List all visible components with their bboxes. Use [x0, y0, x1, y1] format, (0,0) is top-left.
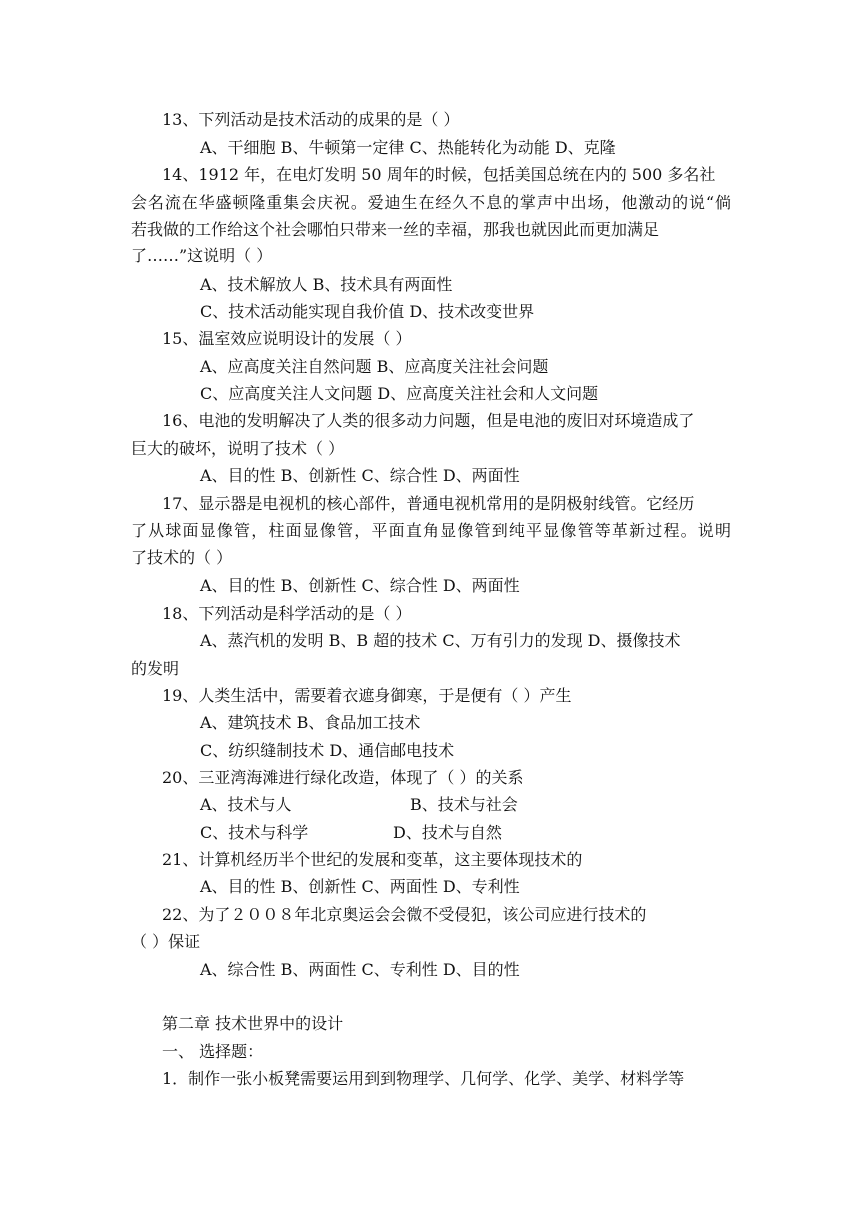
- q17-line-3: 了技术的（ ）: [131, 548, 233, 567]
- q14-line-2: 会名流在华盛顿隆重集会庆祝。爱迪生在经久不息的掌声中出场，他激动的说“倘: [131, 193, 731, 212]
- q15-stem: 15、温室效应说明设计的发展（ ）: [162, 329, 412, 348]
- q22-stem: 22、为了２００８年北京奥运会会微不受侵犯，该公司应进行技术的: [162, 905, 647, 924]
- q19-stem: 19、人类生活中，需要着衣遮身御寒，于是便有（ ）产生: [162, 686, 572, 705]
- q14-line-1: 14、1912 年，在电灯发明 50 周年的时候，包括美国总统在内的 500 多名社: [162, 165, 716, 184]
- q18-options-1: A、蒸汽机的发明 B、B 超的技术 C、万有引力的发现 D、摄像技术: [200, 631, 681, 650]
- q15-options-1: A、应高度关注自然问题 B、应高度关注社会问题: [200, 357, 549, 376]
- q14-options-2: C、技术活动能实现自我价值 D、技术改变世界: [200, 302, 535, 321]
- q16-options: A、目的性 B、创新性 C、综合性 D、两面性: [200, 466, 520, 485]
- q18-options-2: 的发明: [131, 659, 180, 678]
- q17-options: A、目的性 B、创新性 C、综合性 D、两面性: [200, 576, 520, 595]
- q14-line-3: 若我做的工作给这个社会哪怕只带来一丝的幸福，那我也就因此而更加满足: [131, 220, 660, 239]
- q21-options: A、目的性 B、创新性 C、两面性 D、专利性: [200, 877, 520, 896]
- q19-options-1: A、建筑技术 B、食品加工技术: [200, 713, 421, 732]
- ch2-q1-line-1: 1．制作一张小板凳需要运用到到物理学、几何学、化学、美学、材料学等: [162, 1069, 685, 1088]
- q18-stem: 18、下列活动是科学活动的是（ ）: [162, 604, 412, 623]
- q14-line-4: 了……”这说明（ ）: [131, 246, 273, 265]
- q13-stem: 13、下列活动是技术活动的成果的是（ ）: [162, 110, 460, 129]
- q20-option-a: A、技术与人: [200, 795, 292, 814]
- q21-stem: 21、计算机经历半个世纪的发展和变革，这主要体现技术的: [162, 850, 583, 869]
- q17-line-1: 17、显示器是电视机的核心部件，普通电视机常用的是阴极射线管。它经历: [162, 494, 695, 513]
- q13-options: A、干细胞 B、牛顿第一定律 C、热能转化为动能 D、克隆: [200, 138, 616, 157]
- q19-options-2: C、纺织缝制技术 D、通信邮电技术: [200, 741, 455, 760]
- q22-options: A、综合性 B、两面性 C、专利性 D、目的性: [200, 960, 520, 979]
- q20-option-b: B、技术与社会: [410, 795, 518, 814]
- q17-line-2: 了从球面显像管，柱面显像管，平面直角显像管到纯平显像管等革新过程。说明: [131, 521, 731, 540]
- q16-line-1: 16、电池的发明解决了人类的很多动力问题，但是电池的废旧对环境造成了: [162, 411, 695, 430]
- q20-option-d: D、技术与自然: [393, 823, 502, 842]
- section-heading: 一、 选择题：: [162, 1042, 264, 1061]
- chapter-title: 第二章 技术世界中的设计: [162, 1014, 344, 1033]
- q20-option-c: C、技术与科学: [200, 823, 309, 842]
- q22-line-2: （ ）保证: [131, 932, 201, 951]
- q15-options-2: C、应高度关注人文问题 D、应高度关注社会和人文问题: [200, 384, 599, 403]
- q14-options-1: A、技术解放人 B、技术具有两面性: [200, 275, 453, 294]
- q16-line-2: 巨大的破坏，说明了技术（ ）: [131, 439, 345, 458]
- q20-stem: 20、三亚湾海滩进行绿化改造，体现了（ ）的关系: [162, 768, 524, 787]
